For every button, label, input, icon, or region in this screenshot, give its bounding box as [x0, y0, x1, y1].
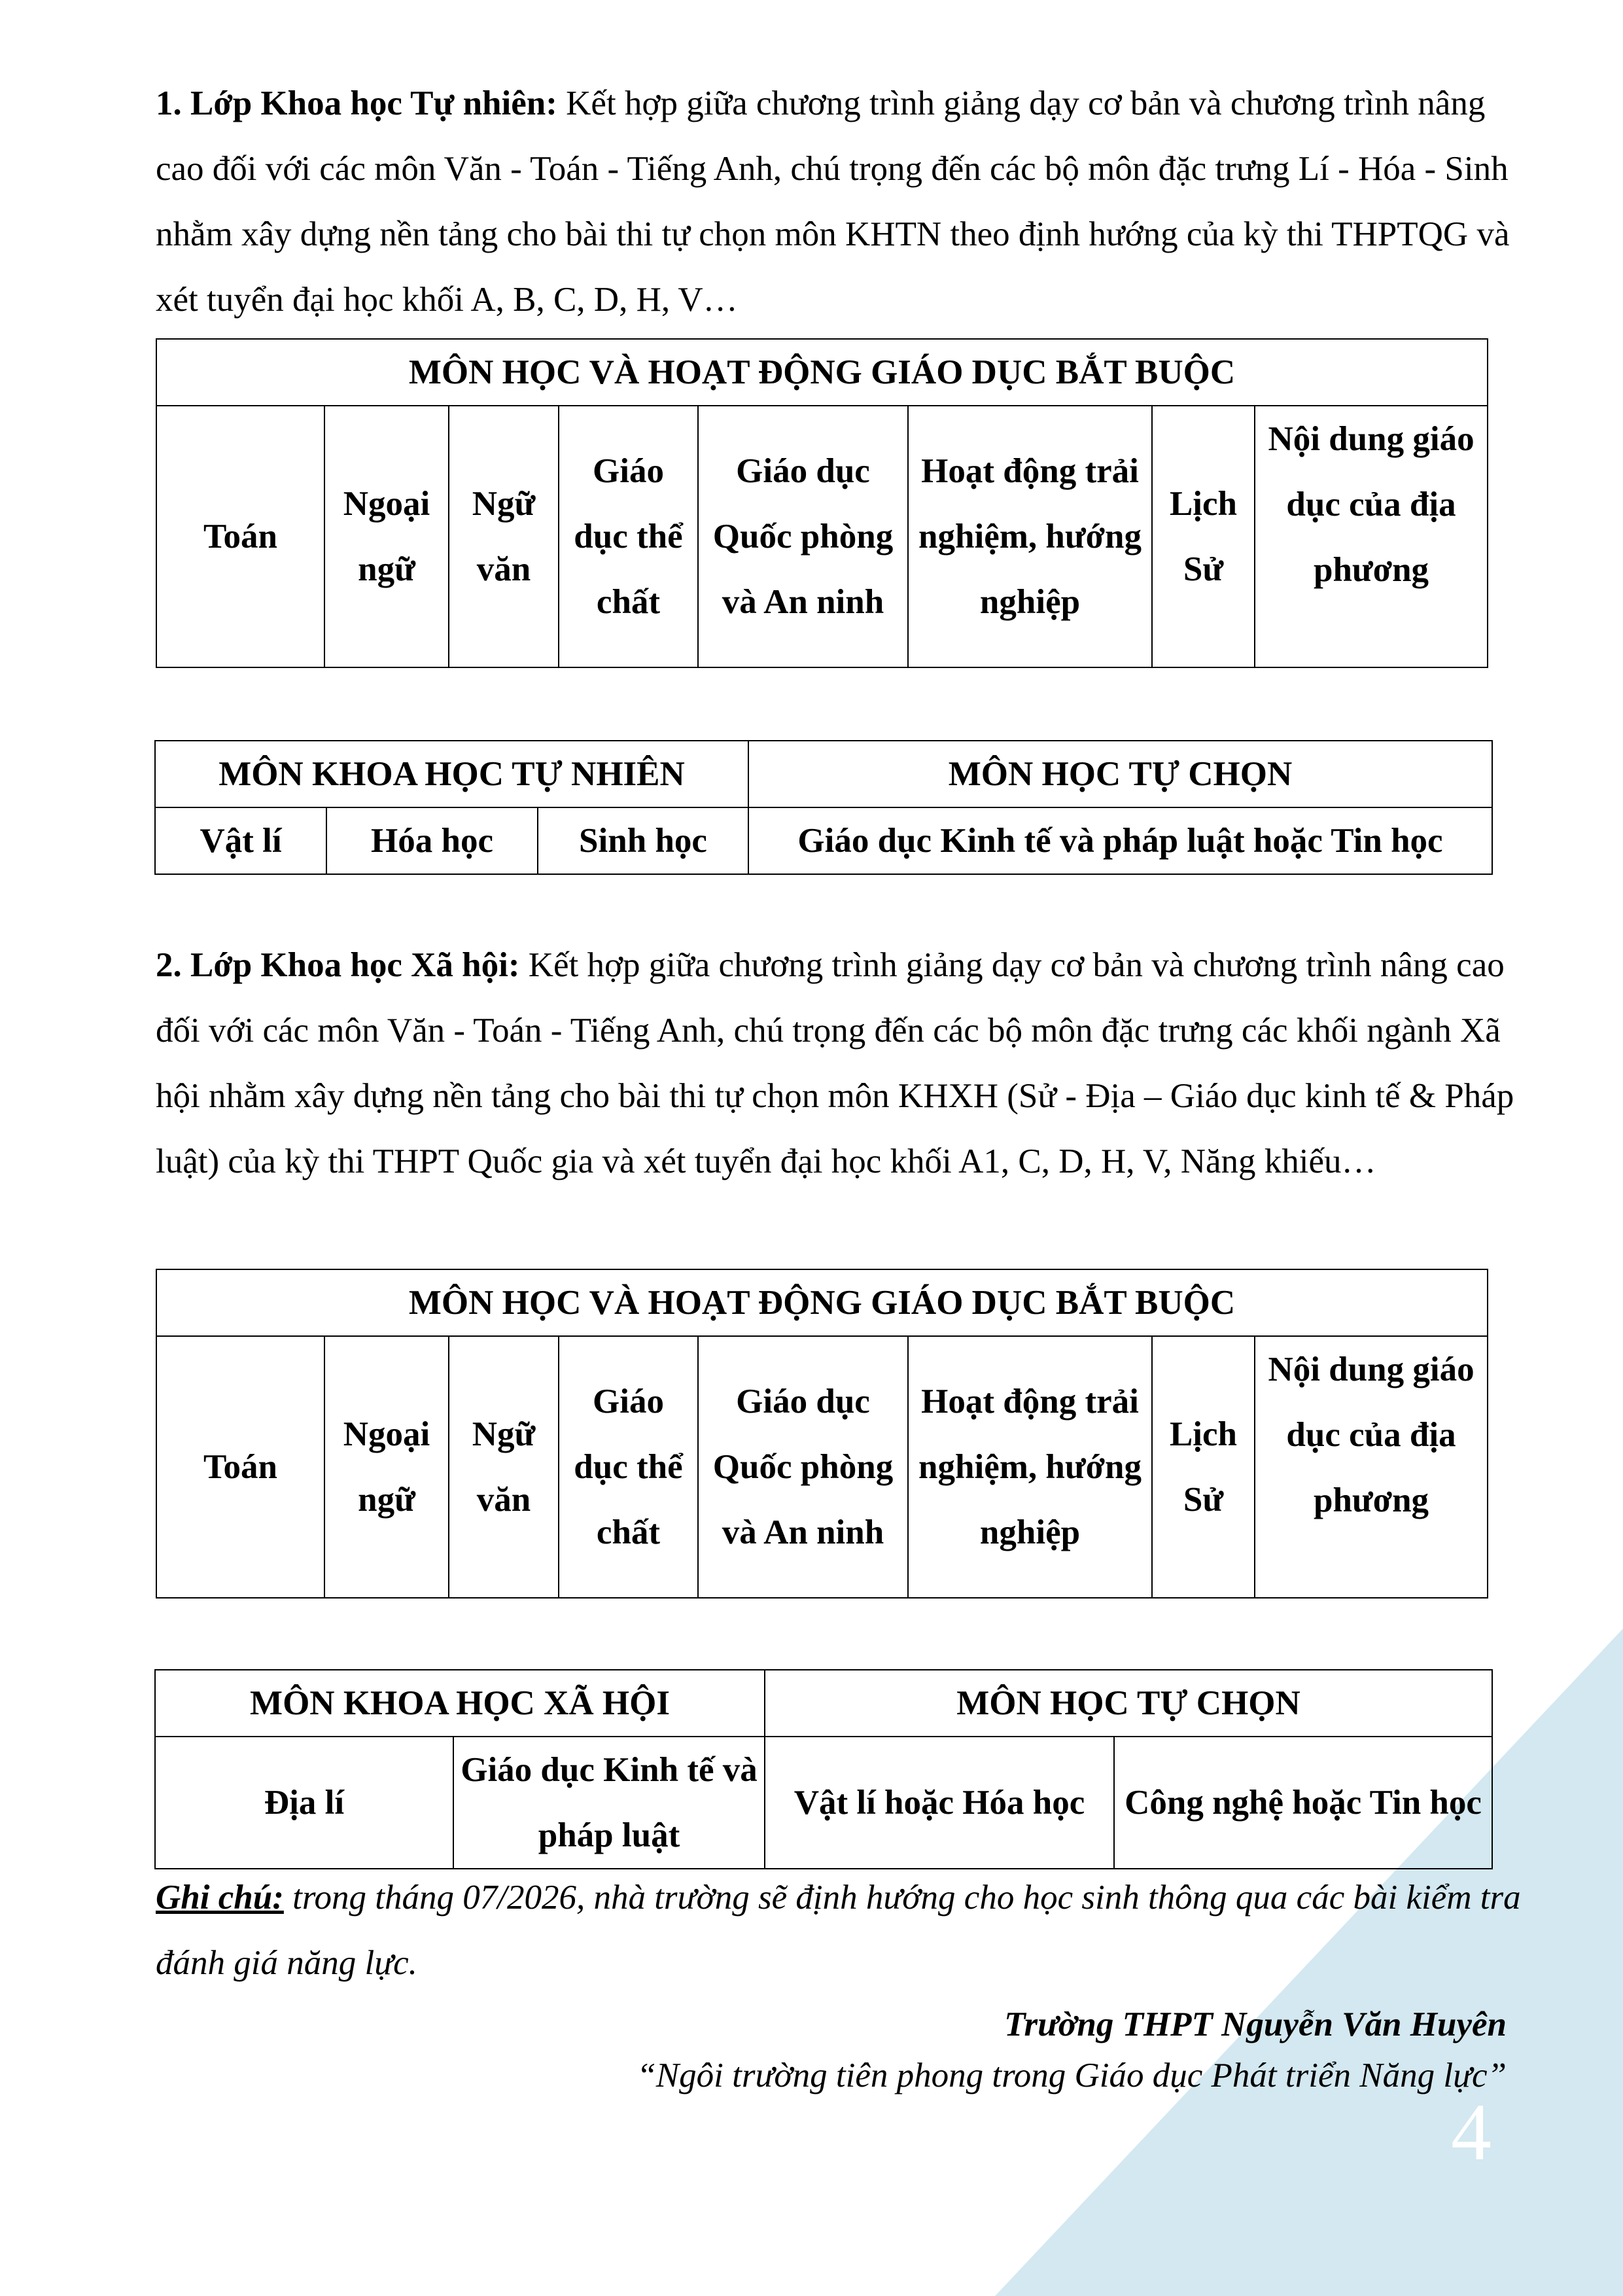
section-1-heading: 1. Lớp Khoa học Tự nhiên:: [156, 84, 557, 122]
page-number: 4: [1451, 2087, 1492, 2177]
subject-cell: Lịch Sử: [1152, 1336, 1255, 1598]
subject-cell: Nội dung giáo dục của địa phương: [1255, 1336, 1488, 1598]
subject-cell: Hóa học: [326, 807, 538, 874]
school-name: Trường THPT Nguyễn Văn Huyên: [1004, 2005, 1507, 2043]
section-2-heading: 2. Lớp Khoa học Xã hội:: [156, 946, 520, 984]
subject-cell: Toán: [156, 406, 324, 667]
group-header-social: MÔN KHOA HỌC XÃ HỘI: [155, 1670, 765, 1737]
school-motto: “Ngôi trường tiên phong trong Giáo dục Phát triển Năng lực”: [637, 2057, 1507, 2094]
note: [156, 1865, 1529, 1996]
subject-cell: Công nghệ hoặc Tin học: [1114, 1737, 1492, 1869]
table-title: MÔN HỌC VÀ HOẠT ĐỘNG GIÁO DỤC BẮT BUỘC: [156, 339, 1488, 406]
subject-cell: Lịch Sử: [1152, 406, 1255, 667]
section-1-text: Kết hợp giữa chương trình giảng dạy cơ bản và chương trình nâng cao đối với các môn Văn - Toán - Tiếng Anh, chú trọng đến các bộ môn đặc trưng Lí - Hóa - Sinh nhằm xây dựng nền tảng cho bài thi tự chọn môn KHTN theo định hướng của kỳ thi THPTQG và xét tuyển đại học khối A, B, C, D, H, V…: [156, 84, 1510, 319]
subject-cell: Địa lí: [155, 1737, 453, 1869]
subject-cell: Ngoại ngữ: [324, 406, 449, 667]
subject-cell: Hoạt động trải nghiệm, hướng nghiệp: [908, 406, 1152, 667]
mandatory-subjects-table-2: [156, 1269, 1488, 1598]
subject-cell: Giáo dục Kinh tế và pháp luật hoặc Tin học: [748, 807, 1492, 874]
section-1-paragraph: [156, 71, 1529, 332]
subject-cell: Giáo dục thể chất: [559, 1336, 698, 1598]
subject-cell: Ngoại ngữ: [324, 1336, 449, 1598]
social-subjects-table: [154, 1669, 1493, 1869]
subject-cell: Hoạt động trải nghiệm, hướng nghiệp: [908, 1336, 1152, 1598]
group-header-elective: MÔN HỌC TỰ CHỌN: [748, 741, 1492, 807]
group-header-elective: MÔN HỌC TỰ CHỌN: [765, 1670, 1492, 1737]
section-2-paragraph: [156, 932, 1529, 1194]
subject-cell: Giáo dục Quốc phòng và An ninh: [698, 406, 908, 667]
subject-cell: Sinh học: [538, 807, 748, 874]
subject-cell: Giáo dục Quốc phòng và An ninh: [698, 1336, 908, 1598]
subject-cell: Ngữ văn: [449, 406, 559, 667]
subject-cell: Giáo dục thể chất: [559, 406, 698, 667]
subject-cell: Vật lí hoặc Hóa học: [765, 1737, 1114, 1869]
group-header-science: MÔN KHOA HỌC TỰ NHIÊN: [155, 741, 748, 807]
subject-cell: Ngữ văn: [449, 1336, 559, 1598]
table-title: MÔN HỌC VÀ HOẠT ĐỘNG GIÁO DỤC BẮT BUỘC: [156, 1269, 1488, 1336]
subject-cell: Vật lí: [155, 807, 326, 874]
science-subjects-table: [154, 740, 1493, 875]
section-2-text: Kết hợp giữa chương trình giảng dạy cơ bản và chương trình nâng cao đối với các môn Văn - Toán - Tiếng Anh, chú trọng đến các bộ môn đặc trưng các khối ngành Xã hội nhằm xây dựng nền tảng cho bài thi tự chọn môn KHXH (Sử - Địa – Giáo dục kinh tế & Pháp luật) của kỳ thi THPT Quốc gia và xét tuyển đại học khối A1, C, D, H, V, Năng khiếu…: [156, 946, 1514, 1180]
note-label: Ghi chú:: [156, 1879, 284, 1916]
subject-cell: Nội dung giáo dục của địa phương: [1255, 406, 1488, 667]
subject-cell: Toán: [156, 1336, 324, 1598]
subject-cell: Giáo dục Kinh tế và pháp luật: [453, 1737, 765, 1869]
note-text: trong tháng 07/2026, nhà trường sẽ định hướng cho học sinh thông qua các bài kiểm tra đánh giá năng lực.: [156, 1879, 1521, 1982]
mandatory-subjects-table-1: [156, 338, 1488, 668]
signature-block: [637, 1999, 1507, 2101]
